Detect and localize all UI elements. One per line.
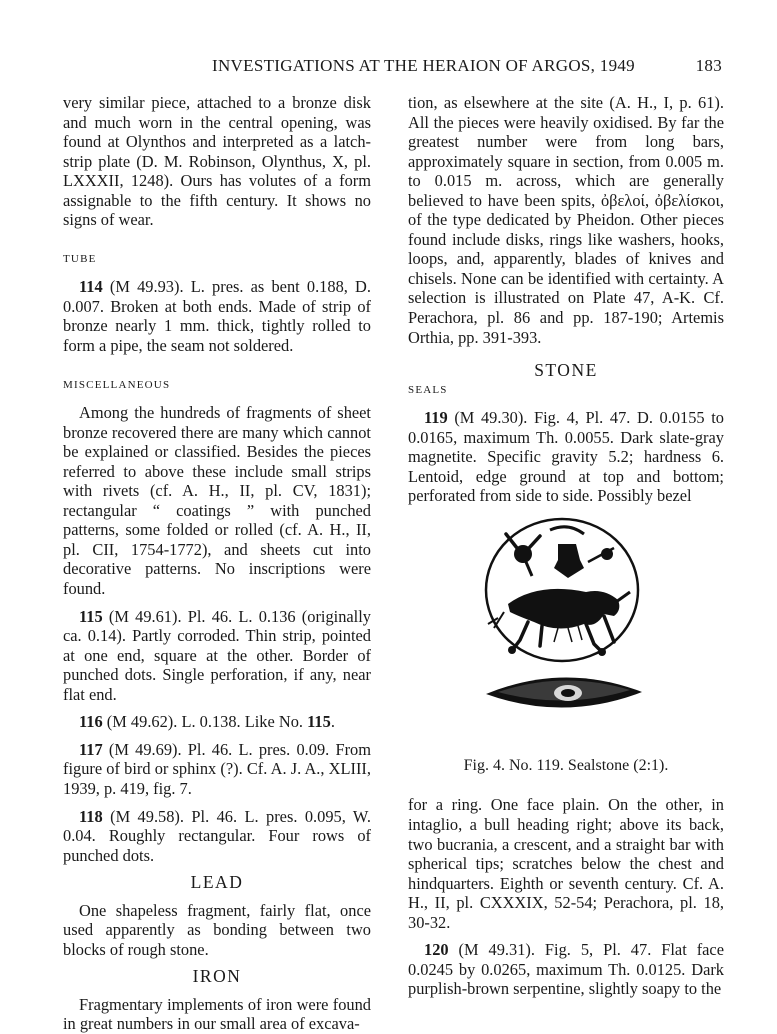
section-heading-lead: LEAD xyxy=(190,872,244,893)
entry-116 xyxy=(63,712,371,732)
entry-number: 120 xyxy=(424,940,449,960)
entry-number: 114 xyxy=(79,277,103,297)
subheading-miscellaneous: MISCELLANEOUS xyxy=(63,378,171,391)
running-title: INVESTIGATIONS AT THE HERAION OF ARGOS, 1949 xyxy=(212,56,635,75)
paragraph-119-continued: for a ring. One face plain. On the other, in intaglio, a bull heading right; above its back, two bucrania, a crescent, and a straight bar with spherical tips; scratches below the chest and hindquarters. Eighth or seventh century. Cf. A. H., II, pl. CXXXIX, 52-54; Perachora, pl. 18, 30-32. xyxy=(408,795,724,932)
entry-number: 115 xyxy=(79,606,103,626)
right-column xyxy=(408,93,724,999)
entry-number: 118 xyxy=(79,806,103,826)
entry-number: 116 xyxy=(79,712,103,732)
section-heading-iron: IRON xyxy=(192,966,242,987)
subheading-seals: SEALS xyxy=(408,383,448,396)
section-heading-stone: STONE xyxy=(534,360,598,381)
entry-number: 117 xyxy=(79,739,103,759)
entry-114 xyxy=(63,277,371,355)
entry-cross-reference: 115 xyxy=(307,712,331,732)
paragraph-iron: Fragmentary implements of iron were found in great numbers in our small area of excava- xyxy=(63,994,371,1034)
paragraph-continued: very similar piece, attached to a bronze disk and much worn in the central opening, was found at Olynthos and interpreted as a latch-strip plate (D. M. Robinson, Olynthus, X, pl. LXXXII, 1248). Ours has volutes of a form assignable to the fifth century. It shows no signs of wear. xyxy=(63,93,371,230)
entry-text: (M 49.61). Pl. 46. L. 0.136 (originally ca. 0.14). Partly corroded. Thin strip, pointed at one end, square at the other. Border of punched dots. Single perforation, if any, near flat end. xyxy=(63,606,371,704)
entry-text: (M 49.31). Fig. 5, Pl. 47. Flat face 0.0245 by 0.0265, maximum Th. 0.0125. Dark purplish-brown serpentine, slightly soapy to the xyxy=(408,940,724,999)
entry-text: (M 49.93). L. pres. as bent 0.188, D. 0.007. Broken at both ends. Made of strip of bronze nearly 1 mm. thick, tightly rolled to form a pipe, the seam not soldered. xyxy=(63,277,371,356)
subheading-tube: TUBE xyxy=(63,252,97,265)
entry-number: 119 xyxy=(424,408,448,428)
entry-118 xyxy=(63,807,371,866)
paragraph-lead: One shapeless fragment, fairly flat, once used apparently as bonding between two blocks of rough stone. xyxy=(63,900,371,959)
running-header xyxy=(63,56,722,84)
entry-115 xyxy=(63,607,371,705)
entry-text-end: . xyxy=(330,712,335,732)
page-number: 183 xyxy=(695,56,722,75)
sealstone-drawing xyxy=(408,516,724,732)
entry-text: (M 49.69). Pl. 46. L. pres. 0.09. From figure of bird or sphinx (?). Cf. A. J. A., XLIII, 1939, p. 419, fig. 7. xyxy=(63,739,371,798)
entry-text: (M 49.62). L. 0.138. Like No. xyxy=(106,712,304,732)
paragraph-miscellaneous: Among the hundreds of fragments of sheet bronze recovered there are many which cannot be explained or classified. Besides the pieces referred to above these include small strips with rivets (cf. A. H., II, pl. CV, 1831); rectangular “ coatings ” with punched patterns, some folded or rolled (cf. A. H., II, pl. CII, 1754-1772), and sheets cut into decorative patterns. No inscriptions were found. xyxy=(63,403,371,599)
entry-text: (M 49.30). Fig. 4, Pl. 47. D. 0.0155 to 0.0165, maximum Th. 0.0055. Dark slate-gray magnetite. Specific gravity 5.2; hardness 6. Lentoid, edge ground at top and bottom; perforated from side to side. Possibly bezel xyxy=(408,408,724,506)
left-column xyxy=(63,93,371,1034)
paragraph-iron-continued: tion, as elsewhere at the site (A. H., I, p. 61). All the pieces were heavily oxidised. By far the greatest number were from long bars, approximately square in section, from 0.005 m. to 0.015 m. across, which are generally believed to have been spits, ὀβελοί, ὀβελίσκοι, of the type dedicated by Pheidon. Other pieces found include disks, rings like washers, hooks, loops, and, apparently, blades of knives and chisels. None can be identified with certainty. A selection is illustrated on Plate 47, A-K. Cf. Perachora, pl. 86 and pp. 187-190; Artemis Orthia, pp. 391-393. xyxy=(408,93,724,347)
figure-sealstone xyxy=(408,516,724,754)
entry-text: (M 49.58). Pl. 46. L. pres. 0.095, W. 0.04. Roughly rectangular. Four rows of punched dots. xyxy=(63,806,371,865)
entry-120 xyxy=(408,940,724,999)
entry-117 xyxy=(63,740,371,799)
figure-caption: Fig. 4. No. 119. Sealstone (2:1). xyxy=(463,756,669,774)
entry-119 xyxy=(408,408,724,506)
